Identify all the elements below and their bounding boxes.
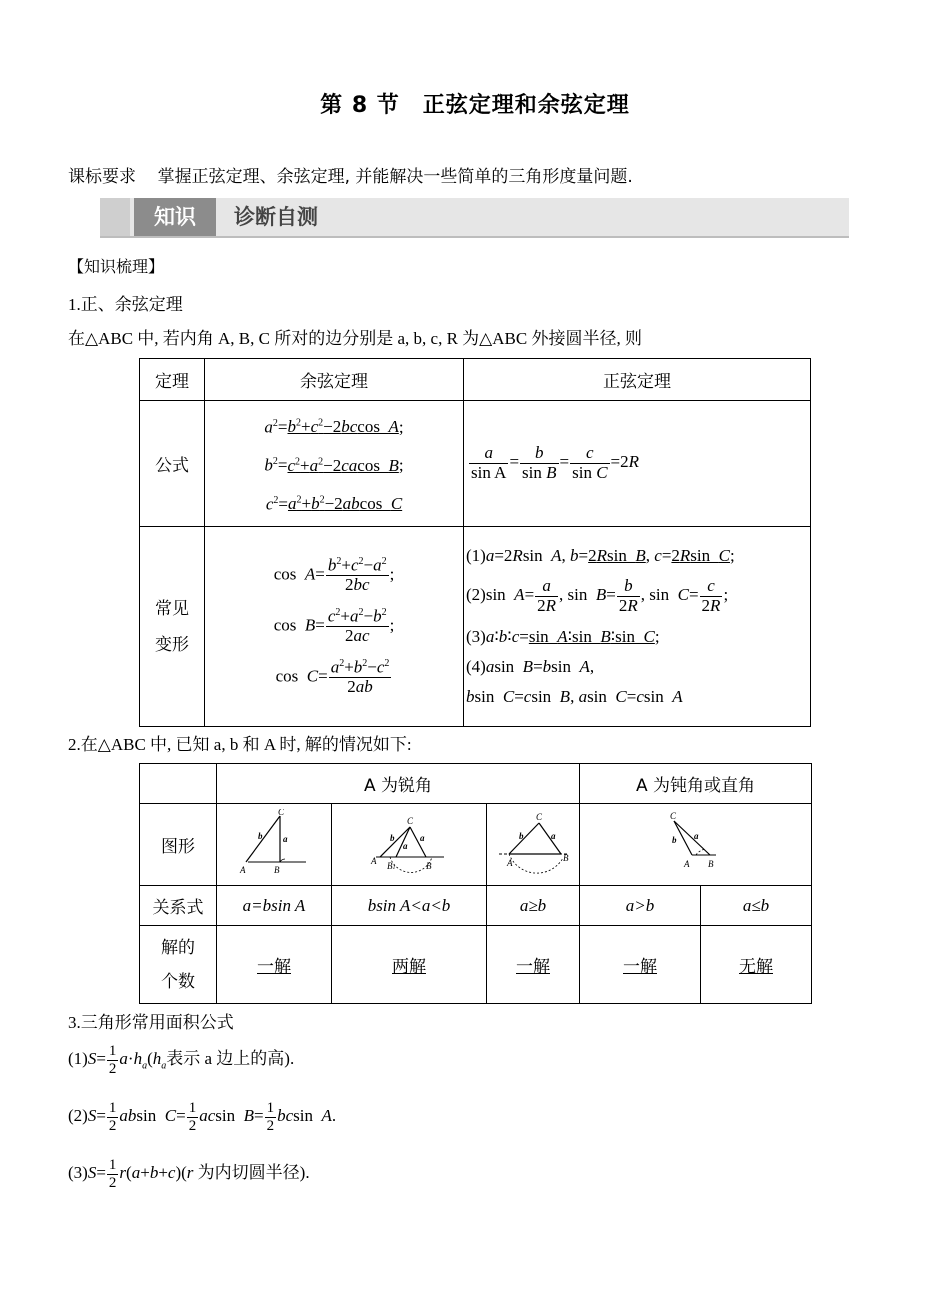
relation-5 <box>701 886 812 926</box>
acute-header: A 为锐角 <box>217 764 580 804</box>
relation-4-text: a>b <box>625 895 655 915</box>
area-formula-3: (3)S= $\frac{1}{2}$ r(a+b+c)(r 为内切圆半径). <box>68 1157 310 1191</box>
banner-tag: 知识 <box>134 198 216 236</box>
course-requirement <box>68 162 633 187</box>
banner-text: 诊断自测 <box>234 205 318 229</box>
svg-text:A: A <box>683 859 689 869</box>
svg-text:a: a <box>693 831 698 841</box>
solution-label-1: 解的 <box>161 937 195 958</box>
svg-text:B: B <box>563 853 569 863</box>
solution-1: 一解 <box>217 926 332 1004</box>
relation-3 <box>487 886 580 926</box>
svg-text:a: a <box>283 834 288 844</box>
relation-1 <box>217 886 332 926</box>
figure-obtuse <box>580 804 812 886</box>
relation-1-text: a=bsin A <box>242 895 306 915</box>
theorem-table <box>139 358 811 727</box>
cosine-formulas: $a^2=b^2+c^2-2bccos$ A; $b^2=c^2+a^2-2cacos$ B; $c^2=a^2+b^2-2abcos$ C <box>205 401 464 527</box>
sine-variants: (1)a=2Rsin A, b=2Rsin B, c=2Rsin C; (2)sin A= $\frac{a}{2R}$ , sin B= $\frac{b}{2R}$ , sin C= $\frac{c}{2R}$ ; (3)a∶b∶c=sin A∶sin B∶sin C; (4)asin B=bsin A, bsin C=csin B, asin C=csin A <box>464 527 811 727</box>
svg-text:C: C <box>536 812 543 822</box>
page-title: 第 8 节 正弦定理和余弦定理 <box>320 93 630 118</box>
item1-intro: 在△ABC 中, 若内角 A, B, C 所对的边分别是 a, b, c, R 为△ABC 外接圆半径, 则 <box>68 329 642 348</box>
figure-acute-3 <box>487 804 580 886</box>
solution-4: 一解 <box>580 926 701 1004</box>
item3-heading: 3.三角形常用面积公式 <box>68 1013 234 1032</box>
svg-text:B: B <box>707 859 713 869</box>
solution-label-2: 个数 <box>161 971 195 992</box>
solution-label <box>140 926 217 1004</box>
svg-text:C: C <box>278 809 285 817</box>
svg-text:A: A <box>371 856 377 866</box>
relation-label: 关系式 <box>140 886 217 926</box>
svg-text:a: a <box>551 831 556 841</box>
relation-2 <box>332 886 487 926</box>
svg-text:B1: B1 <box>387 861 396 871</box>
svg-text:a: a <box>403 841 408 851</box>
corner-cell <box>140 764 217 804</box>
triangle-one-solution-figure <box>495 809 571 875</box>
relation-4 <box>580 886 701 926</box>
sine-formula: $\frac{a}{\text{sin A}}$ = $\frac{b}{\text{sin B}}$ = $\frac{c}{\text{sin C}}$ =2R <box>464 401 811 527</box>
relation-2-text: bsin A<a<b <box>367 895 451 915</box>
requirement-text: 掌握正弦定理、余弦定理, 并能解决一些简单的三角形度量问题. <box>157 167 633 187</box>
section-label: 【知识梳理】 <box>68 257 165 276</box>
svg-text:A: A <box>507 858 513 868</box>
triangle-right-figure <box>238 809 310 875</box>
area-formula-1-tail: 表示 a 边上的高). <box>166 1048 295 1068</box>
relation-3-text: a≥b <box>519 895 547 915</box>
area-formula-2: (2)S= $\frac{1}{2}$ absin C= $\frac{1}{2}$ acsin B= $\frac{1}{2}$ bcsin A. <box>68 1100 337 1134</box>
item1-heading: 1.正、余弦定理 <box>68 295 183 314</box>
svg-text:a: a <box>420 833 425 843</box>
solution-5: 无解 <box>701 926 812 1004</box>
svg-text:B: B <box>426 861 432 871</box>
th-theorem: 定理 <box>140 359 205 401</box>
figure-label: 图形 <box>140 804 217 886</box>
section-banner <box>100 198 849 238</box>
row-variant-label <box>140 527 205 727</box>
item2-heading: 2.在△ABC 中, 已知 a, b 和 A 时, 解的情况如下: <box>68 735 412 754</box>
triangle-two-solution-figure <box>370 809 448 875</box>
svg-text:b: b <box>258 831 263 841</box>
solution-table <box>139 763 812 1004</box>
variant-label-2: 变形 <box>155 634 189 655</box>
solution-2: 两解 <box>332 926 487 1004</box>
svg-text:B: B <box>274 865 280 875</box>
figure-acute-2 <box>332 804 487 886</box>
svg-text:b: b <box>519 831 524 841</box>
svg-text:C: C <box>669 811 676 821</box>
area-formula-1: (1)S= $\frac{1}{2}$ $a\cdot h_a(h_a$表示 a 边上的高). <box>68 1043 295 1077</box>
figure-acute-1 <box>217 804 332 886</box>
obtuse-header: A 为钝角或直角 <box>580 764 812 804</box>
svg-text:A: A <box>240 865 246 875</box>
solution-3: 一解 <box>487 926 580 1004</box>
row-formula-label: 公式 <box>140 401 205 527</box>
cosine-variants: cos A= $\frac{b^2+c^2-a^2}{2bc}$ ; cos B= $\frac{c^2+a^2-b^2}{2ac}$ ; cos C= $\frac{a^2+b^2-c^2}{2ab}$ <box>205 527 464 727</box>
th-cosine: 余弦定理 <box>205 359 464 401</box>
svg-text:b: b <box>390 833 395 843</box>
variant-label-1: 常见 <box>155 598 189 619</box>
svg-text:C: C <box>407 816 414 826</box>
area-formula-3-tail: 为内切圆半径). <box>197 1162 310 1182</box>
th-sine: 正弦定理 <box>464 359 811 401</box>
svg-text:b: b <box>671 835 676 845</box>
requirement-label: 课标要求 <box>68 167 136 187</box>
relation-5-text: a≤b <box>742 895 770 915</box>
triangle-obtuse-figure <box>666 809 726 875</box>
